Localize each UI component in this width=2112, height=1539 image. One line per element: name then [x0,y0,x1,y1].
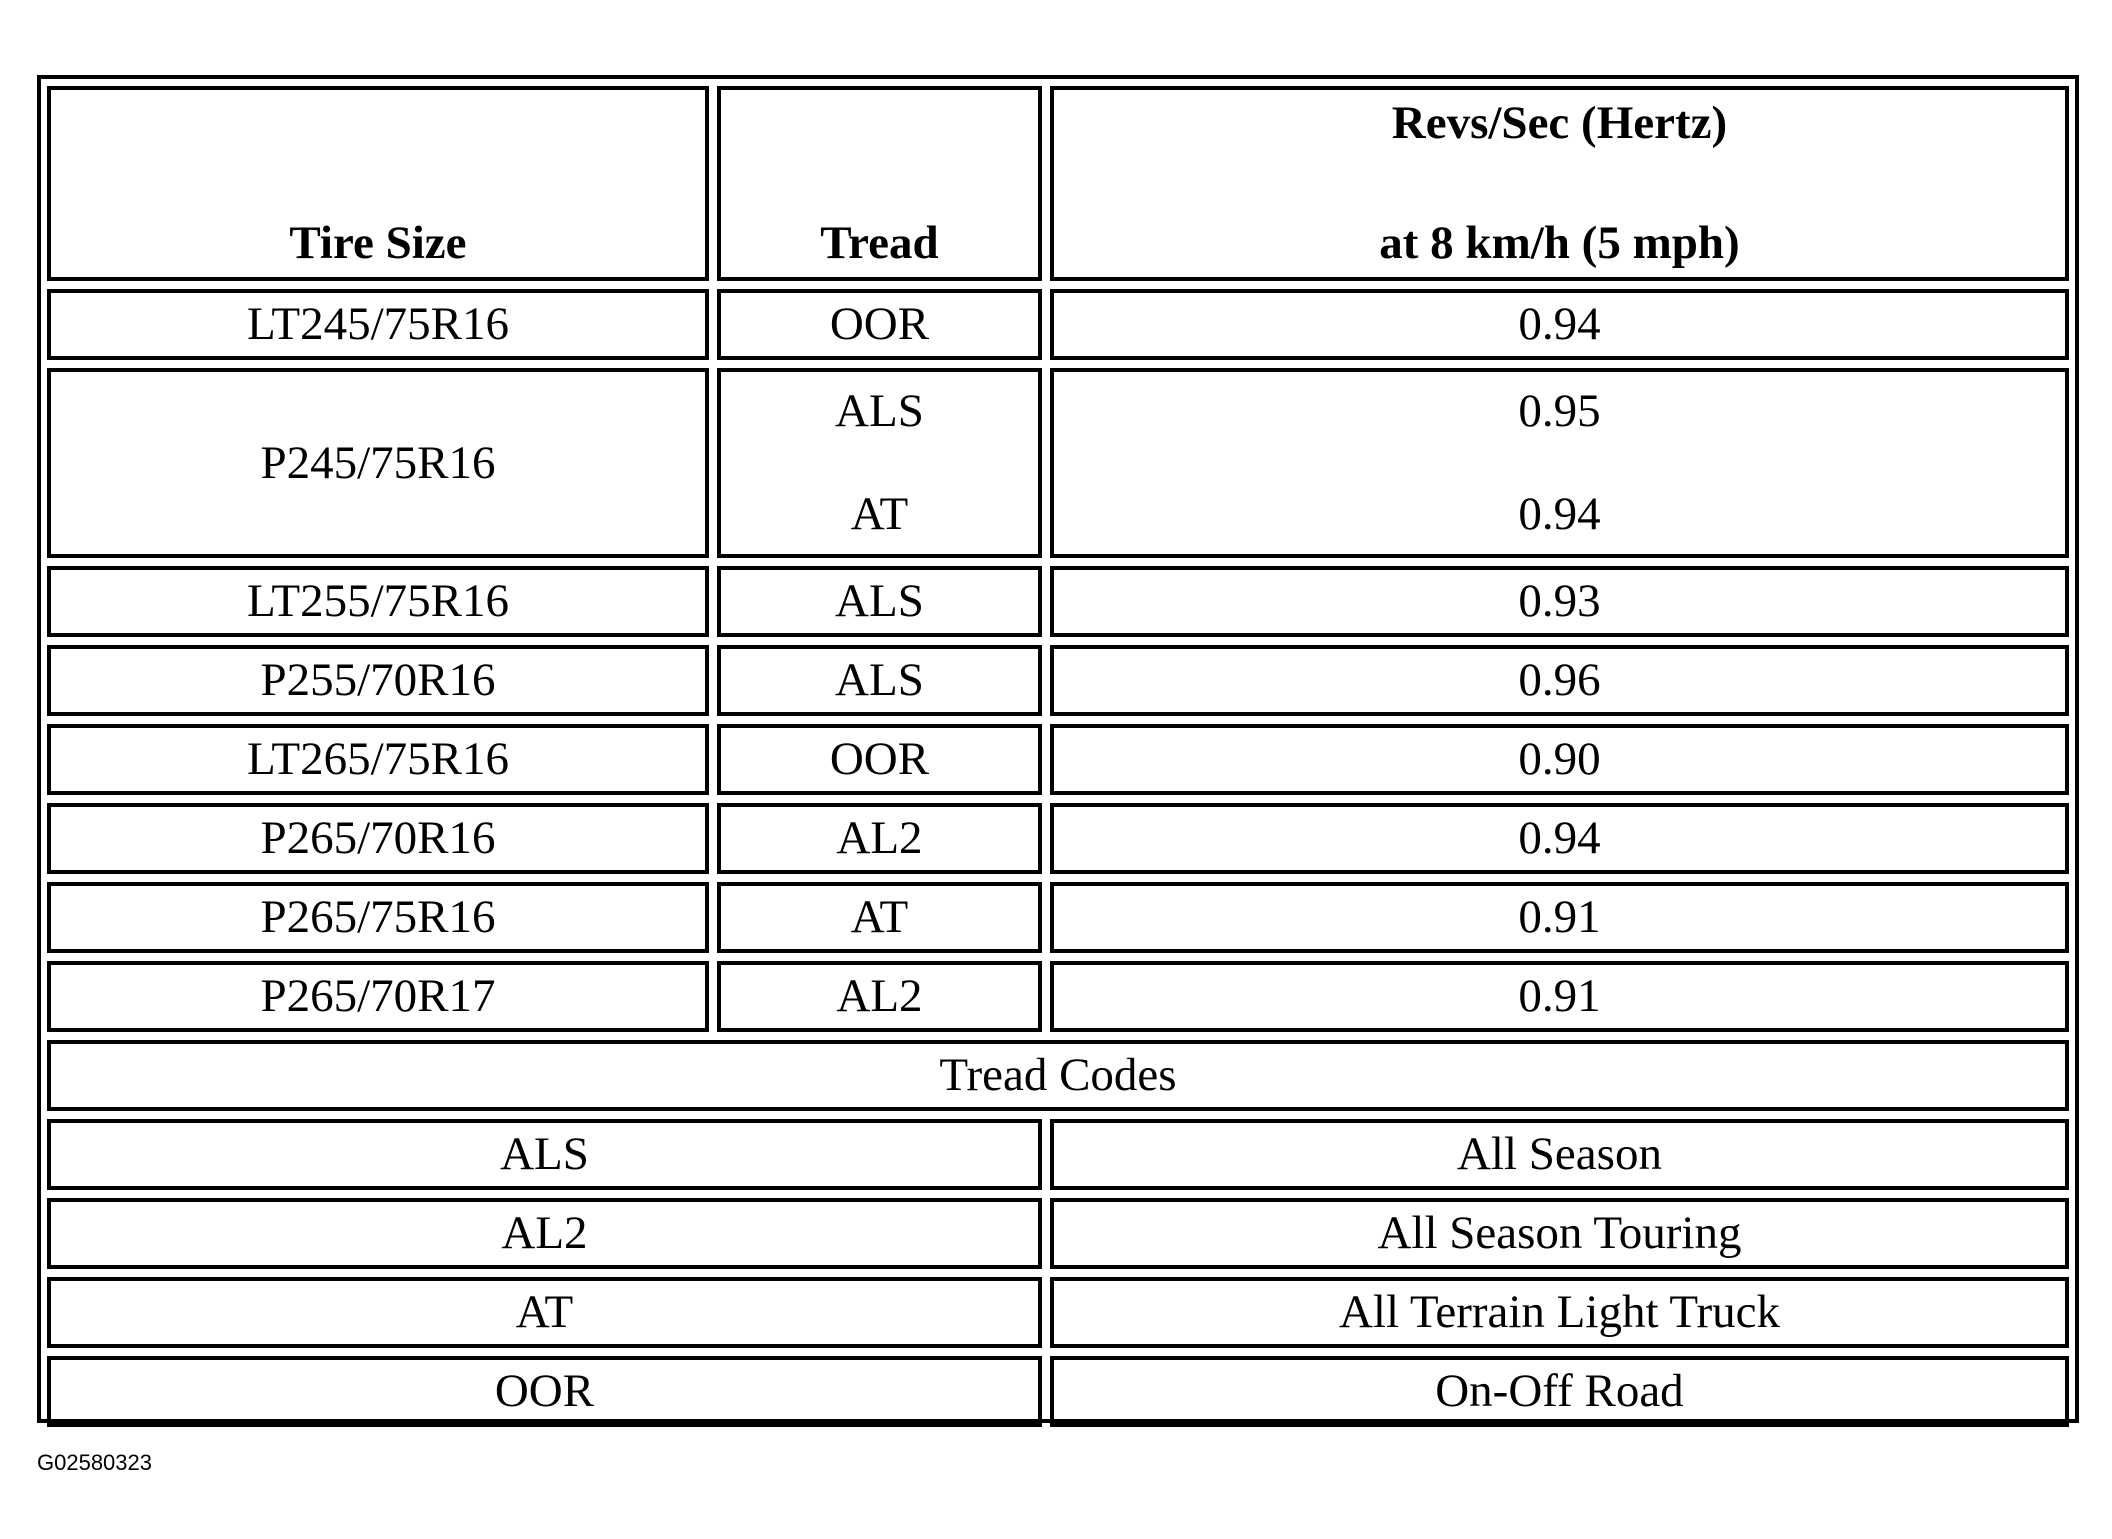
revs-cell: 0.94 [1050,289,2069,360]
tread-value: ALS [835,385,924,437]
tire-size-cell: P245/75R16 [47,368,709,558]
revs-cell: 0.91 [1050,961,2069,1032]
tire-size-cell: LT265/75R16 [47,724,709,795]
revs-cell: 0.91 [1050,882,2069,953]
tire-size-cell: P265/75R16 [47,882,709,953]
tread-code: ALS [47,1119,1042,1190]
header-tire-size: Tire Size [47,86,709,281]
tread-code-meaning: All Season [1050,1119,2069,1190]
figure-id: G02580323 [37,1450,152,1475]
tread-cell: AT [717,882,1042,953]
table-row [47,882,2069,953]
table-row [47,803,2069,874]
revs-cell: 0.90 [1050,724,2069,795]
tread-code-row [47,1119,2069,1190]
table-row [47,961,2069,1032]
header-revs-line2: at 8 km/h (5 mph) [1379,217,1740,269]
tire-revs-table [39,78,2077,1435]
tread-code: AL2 [47,1198,1042,1269]
tread-codes-title-row [47,1040,2069,1111]
tire-size-cell: LT245/75R16 [47,289,709,360]
table-row [47,645,2069,716]
tread-code: AT [47,1277,1042,1348]
tread-cell: OOR [717,724,1042,795]
revs-value: 0.94 [1518,488,1601,540]
header-revs-line1: Revs/Sec (Hertz) [1391,97,1728,149]
table-row [47,289,2069,360]
tire-size-cell: P255/70R16 [47,645,709,716]
tread-value: AT [850,488,909,540]
tire-size-cell: LT255/75R16 [47,566,709,637]
tread-code-row [47,1356,2069,1427]
tread-cell: OOR [717,289,1042,360]
revs-cell: 0.94 [1050,803,2069,874]
tread-code: OOR [47,1356,1042,1427]
tread-cell [717,368,1042,558]
revs-cell: 0.93 [1050,566,2069,637]
revs-cell [1050,368,2069,558]
tread-cell: ALS [717,566,1042,637]
table-header-row [47,86,2069,281]
tread-code-meaning: On-Off Road [1050,1356,2069,1427]
header-tread: Tread [717,86,1042,281]
tire-size-cell: P265/70R16 [47,803,709,874]
tread-cell: AL2 [717,961,1042,1032]
table-row [47,368,2069,558]
table-row [47,724,2069,795]
table-row [47,566,2069,637]
tread-cell: ALS [717,645,1042,716]
tread-code-row [47,1198,2069,1269]
tread-code-meaning: All Season Touring [1050,1198,2069,1269]
tire-size-cell: P265/70R17 [47,961,709,1032]
tread-codes-title: Tread Codes [47,1040,2069,1111]
tread-code-row [47,1277,2069,1348]
header-revs [1050,86,2069,281]
revs-cell: 0.96 [1050,645,2069,716]
tread-code-meaning: All Terrain Light Truck [1050,1277,2069,1348]
tread-cell: AL2 [717,803,1042,874]
revs-value: 0.95 [1518,385,1601,437]
